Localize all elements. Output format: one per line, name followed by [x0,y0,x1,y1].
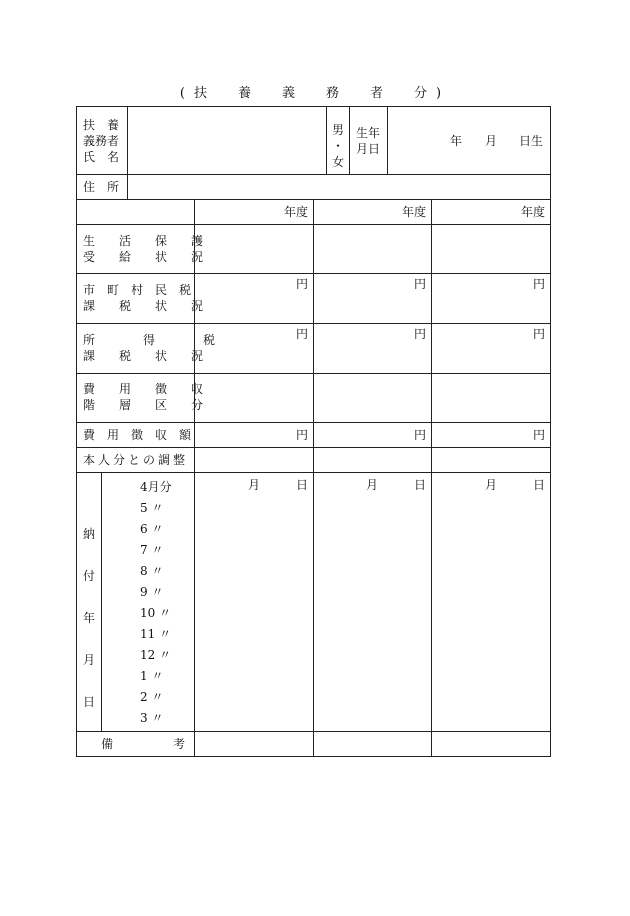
name-label: 扶 養 義務者 氏 名 [83,118,120,164]
month-item: 2 〃 [140,690,164,704]
month-item: 9 〃 [140,585,164,599]
month-item: 3 〃 [140,711,164,725]
month-item: 5 〃 [140,501,164,515]
income-tax-label: 所 得 税 課 税 状 況 [83,333,216,363]
yen-income-2: 円 [413,327,426,341]
month-item: 7 〃 [140,543,164,557]
col-divider [326,106,327,174]
col-divider [349,106,350,174]
date-day-2: 日 [414,478,427,492]
row-divider [76,174,551,175]
month-item: 8 〃 [140,564,164,578]
yen-municipal-2: 円 [413,277,426,291]
date-month-1: 月 [248,478,261,492]
yen-municipal-3: 円 [532,277,545,291]
year-header-1: 年度 [283,205,308,219]
date-day-3: 日 [533,478,546,492]
yen-municipal-1: 円 [295,277,308,291]
municipal-tax-label: 市 町 村 民 税 課 税 状 況 [83,283,204,313]
yen-income-3: 円 [532,327,545,341]
remarks-label: 備 考 [101,737,186,751]
col-divider [313,199,314,757]
month-item: 1 〃 [140,669,164,683]
birth-year-unit: 年 [450,134,463,148]
month-item: 12 〃 [140,648,172,662]
col-divider [127,106,128,199]
year-header-3: 年度 [520,205,545,219]
address-label: 住 所 [83,180,120,194]
form-title: (扶 養 義 務 者 分) [179,86,451,101]
col-divider [431,199,432,757]
gender-label: 男 ・ 女 [331,123,344,169]
adjustment-label: 本人分との調整 [83,453,189,467]
fee-class-label: 費 用 徴 収 階 層 区 分 [83,382,204,412]
col-divider [101,472,102,731]
month-item: 10 〃 [140,606,172,620]
month-list [140,477,172,729]
yen-fee-3: 円 [532,428,545,442]
birth-day-unit: 日生 [519,134,544,148]
date-month-2: 月 [366,478,379,492]
livelihood-label: 生 活 保 護 受 給 状 況 [83,234,204,264]
year-header-2: 年度 [401,205,426,219]
date-month-3: 月 [485,478,498,492]
yen-income-1: 円 [295,327,308,341]
month-item: 6 〃 [140,522,164,536]
date-day-1: 日 [296,478,309,492]
birth-label: 生年 月日 [356,126,381,156]
col-divider [387,106,388,174]
yen-fee-1: 円 [295,428,308,442]
yen-fee-2: 円 [413,428,426,442]
birth-month-unit: 月 [485,134,498,148]
fee-amount-label: 費 用 徴 収 額 [83,428,192,442]
month-item: 4月分 [140,480,172,494]
payment-vertical-label: 納 付 年 月 日 [83,527,96,709]
month-item: 11 〃 [140,627,172,641]
